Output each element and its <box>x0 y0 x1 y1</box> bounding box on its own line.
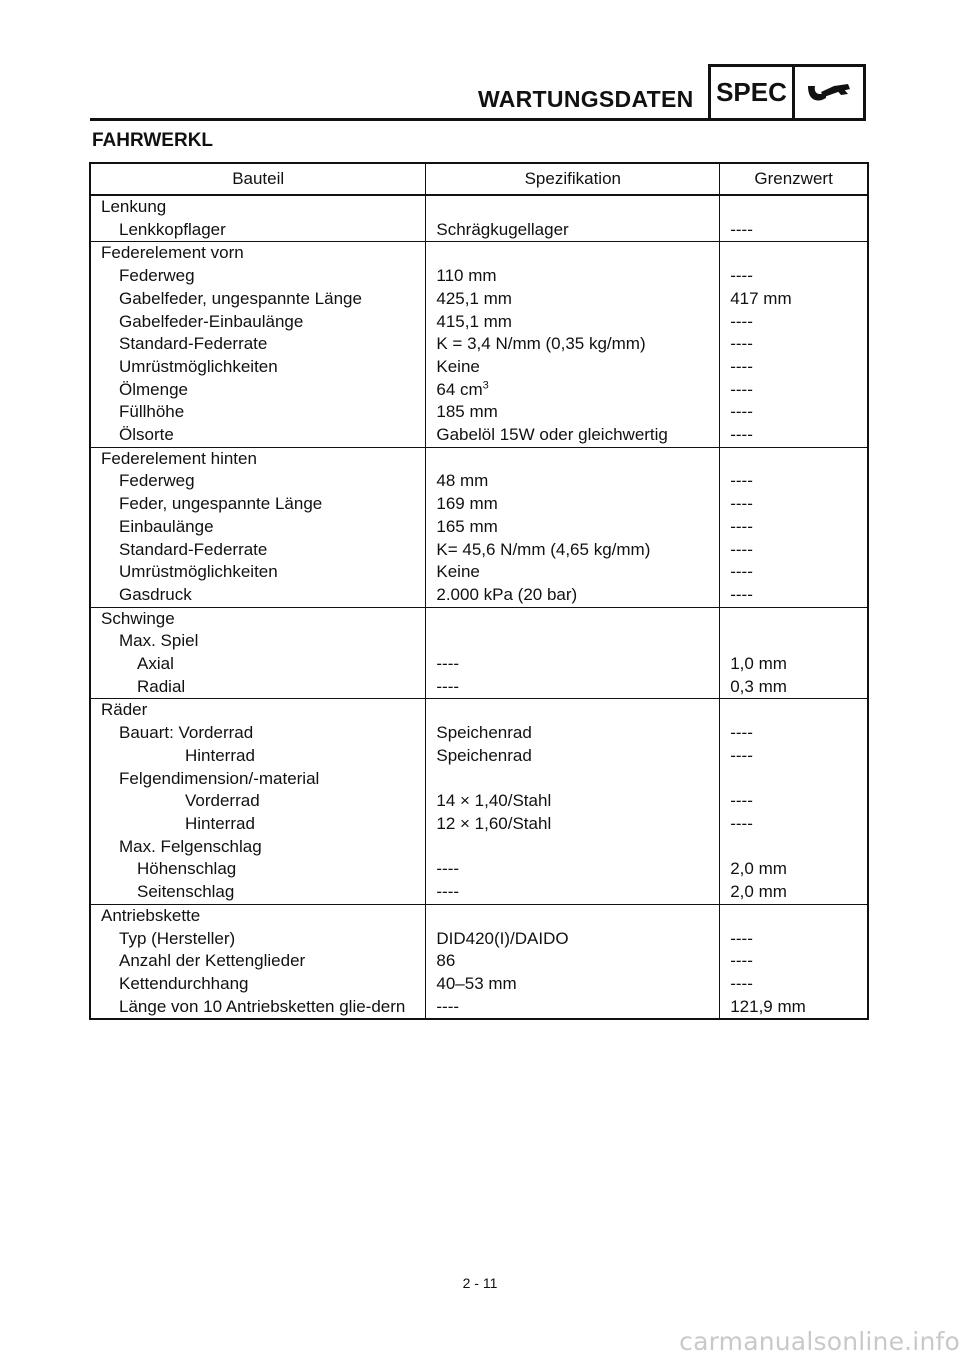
cell-spezifikation <box>426 424 720 447</box>
cell-grenzwert: 121,9 mm <box>720 996 868 1020</box>
cell-grenzwert: ---- <box>720 356 868 379</box>
spec-value: ---- <box>436 676 460 696</box>
cell-bauteil: Vorderrad <box>90 790 426 813</box>
cell-bauteil: Typ (Hersteller) <box>90 928 426 951</box>
spec-value: ---- <box>436 882 460 902</box>
cell-bauteil: Gasdruck <box>90 584 426 607</box>
spec-value: Schrägkugellager <box>436 219 569 239</box>
cell-grenzwert: ---- <box>720 424 868 447</box>
spec-value: 425,1 mm <box>436 288 512 308</box>
page-header-title: WARTUNGSDATEN <box>478 86 694 112</box>
column-header-grenzwert: Grenzwert <box>720 163 868 195</box>
cell-grenzwert: ---- <box>720 813 868 836</box>
cell-bauteil: Kettendurchhang <box>90 973 426 996</box>
watermark: carmanualsonline.info <box>679 1327 960 1356</box>
cell-spezifikation <box>426 470 720 493</box>
cell-bauteil: Ölsorte <box>90 424 426 447</box>
cell-spezifikation <box>426 745 720 768</box>
table-row <box>90 379 868 402</box>
cell-grenzwert: ---- <box>720 790 868 813</box>
table-row <box>90 356 868 379</box>
cell-spezifikation <box>426 288 720 311</box>
cell-bauteil: Umrüstmöglichkeiten <box>90 561 426 584</box>
table-row <box>90 881 868 904</box>
cell-bauteil: Räder <box>90 699 426 722</box>
cell-grenzwert: ---- <box>720 539 868 562</box>
cell-grenzwert: 2,0 mm <box>720 858 868 881</box>
cell-spezifikation <box>426 311 720 334</box>
cell-spezifikation <box>426 539 720 562</box>
cell-grenzwert <box>720 242 868 265</box>
cell-grenzwert: ---- <box>720 333 868 356</box>
cell-grenzwert <box>720 699 868 722</box>
table-row <box>90 745 868 768</box>
cell-grenzwert: ---- <box>720 745 868 768</box>
cell-spezifikation <box>426 242 720 265</box>
table-row <box>90 584 868 607</box>
cell-spezifikation <box>426 768 720 791</box>
table-header-row <box>90 163 868 195</box>
cell-grenzwert: ---- <box>720 950 868 973</box>
cell-spezifikation <box>426 836 720 859</box>
table-row <box>90 996 868 1020</box>
cell-bauteil: Umrüstmöglichkeiten <box>90 356 426 379</box>
cell-spezifikation <box>426 996 720 1020</box>
table-row <box>90 973 868 996</box>
cell-grenzwert: 417 mm <box>720 288 868 311</box>
table-row <box>90 265 868 288</box>
table-body <box>90 195 868 1019</box>
header-rule <box>90 118 708 121</box>
cell-bauteil: Max. Felgenschlag <box>90 836 426 859</box>
cell-grenzwert: ---- <box>720 561 868 584</box>
table-row <box>90 768 868 791</box>
spec-value: 169 mm <box>436 494 498 514</box>
cell-grenzwert: 2,0 mm <box>720 881 868 904</box>
table-row <box>90 516 868 539</box>
cell-bauteil: Schwinge <box>90 607 426 630</box>
cell-bauteil: Federelement hinten <box>90 447 426 470</box>
spec-value: 48 mm <box>436 471 489 491</box>
cell-grenzwert <box>720 195 868 219</box>
spec-value: Gabelöl 15W oder gleichwertig <box>436 425 668 445</box>
cell-bauteil: Einbaulänge <box>90 516 426 539</box>
cell-grenzwert: ---- <box>720 470 868 493</box>
cell-grenzwert <box>720 768 868 791</box>
table-row <box>90 333 868 356</box>
table-row <box>90 311 868 334</box>
table-row <box>90 653 868 676</box>
cell-bauteil: Gabelfeder-Einbaulänge <box>90 311 426 334</box>
cell-grenzwert: ---- <box>720 493 868 516</box>
cell-bauteil: Standard-Federrate <box>90 539 426 562</box>
spec-value: ---- <box>436 654 460 674</box>
cell-bauteil: Seitenschlag <box>90 881 426 904</box>
cell-grenzwert: ---- <box>720 311 868 334</box>
cell-spezifikation <box>426 904 720 927</box>
table-row <box>90 630 868 653</box>
table-row <box>90 858 868 881</box>
spec-value: 415,1 mm <box>436 311 512 331</box>
cell-bauteil: Ölmenge <box>90 379 426 402</box>
cell-spezifikation <box>426 813 720 836</box>
cell-bauteil: Federweg <box>90 470 426 493</box>
cell-bauteil: Antriebskette <box>90 904 426 927</box>
cell-spezifikation <box>426 607 720 630</box>
cell-bauteil: Federweg <box>90 265 426 288</box>
spec-value: Keine <box>436 356 480 376</box>
cell-grenzwert: ---- <box>720 973 868 996</box>
table-row <box>90 242 868 265</box>
cell-bauteil: Feder, ungespannte Länge <box>90 493 426 516</box>
cell-bauteil: Standard-Federrate <box>90 333 426 356</box>
cell-spezifikation <box>426 790 720 813</box>
cell-bauteil: Radial <box>90 676 426 699</box>
spec-value: 86 <box>436 951 456 971</box>
wrench-icon <box>795 67 863 118</box>
table-row <box>90 195 868 219</box>
column-header-bauteil: Bauteil <box>90 163 426 195</box>
table-row <box>90 904 868 927</box>
spec-value: ---- <box>436 996 460 1016</box>
cell-spezifikation <box>426 401 720 424</box>
page-number: 2 - 11 <box>462 1275 498 1291</box>
spec-badge <box>708 64 866 121</box>
spec-value: DID420(I)/DAIDO <box>436 928 569 948</box>
table-row <box>90 288 868 311</box>
column-header-spezifikation: Spezifikation <box>426 163 720 195</box>
cell-spezifikation <box>426 699 720 722</box>
table-row <box>90 607 868 630</box>
cell-grenzwert: ---- <box>720 401 868 424</box>
table-row <box>90 950 868 973</box>
table-row <box>90 493 868 516</box>
table-row <box>90 561 868 584</box>
table-row <box>90 790 868 813</box>
spec-value: 14 × 1,40/Stahl <box>436 791 552 811</box>
spec-value: 165 mm <box>436 516 498 536</box>
spec-superscript: 3 <box>482 378 489 391</box>
table-row <box>90 699 868 722</box>
cell-grenzwert: ---- <box>720 722 868 745</box>
table-row <box>90 470 868 493</box>
cell-grenzwert: 1,0 mm <box>720 653 868 676</box>
table-row <box>90 836 868 859</box>
cell-bauteil: Anzahl der Kettenglieder <box>90 950 426 973</box>
cell-bauteil: Lenkung <box>90 195 426 219</box>
cell-grenzwert <box>720 447 868 470</box>
table-row <box>90 676 868 699</box>
spec-value: 110 mm <box>436 266 497 286</box>
cell-grenzwert <box>720 836 868 859</box>
cell-spezifikation <box>426 493 720 516</box>
cell-spezifikation <box>426 195 720 219</box>
table-row <box>90 813 868 836</box>
cell-grenzwert <box>720 904 868 927</box>
table-row <box>90 219 868 242</box>
cell-spezifikation <box>426 881 720 904</box>
table-row <box>90 928 868 951</box>
cell-spezifikation <box>426 630 720 653</box>
table-row <box>90 424 868 447</box>
cell-bauteil: Lenkkopflager <box>90 219 426 242</box>
cell-bauteil: Länge von 10 Antriebsketten glie-dern <box>90 996 426 1020</box>
section-title: FAHRWERKL <box>92 130 214 151</box>
cell-spezifikation <box>426 265 720 288</box>
spec-table <box>89 162 869 1020</box>
cell-grenzwert: ---- <box>720 379 868 402</box>
cell-spezifikation <box>426 516 720 539</box>
cell-bauteil: Hinterrad <box>90 745 426 768</box>
cell-bauteil: Hinterrad <box>90 813 426 836</box>
cell-bauteil: Axial <box>90 653 426 676</box>
cell-spezifikation <box>426 973 720 996</box>
cell-bauteil: Felgendimension/-material <box>90 768 426 791</box>
spec-value: Keine <box>436 562 480 582</box>
table-row <box>90 539 868 562</box>
spec-value: ---- <box>436 859 460 879</box>
cell-bauteil: Gabelfeder, ungespannte Länge <box>90 288 426 311</box>
cell-bauteil: Max. Spiel <box>90 630 426 653</box>
cell-spezifikation <box>426 950 720 973</box>
spec-value: K = 3,4 N/mm (0,35 kg/mm) <box>436 334 646 354</box>
spec-value: Speichenrad <box>436 745 532 765</box>
table-row <box>90 722 868 745</box>
cell-grenzwert: ---- <box>720 584 868 607</box>
cell-spezifikation <box>426 653 720 676</box>
spec-value: 2.000 kPa (20 bar) <box>436 584 578 604</box>
spec-value: K= 45,6 N/mm (4,65 kg/mm) <box>436 539 651 559</box>
spec-value: 12 × 1,60/Stahl <box>436 813 552 833</box>
cell-spezifikation <box>426 333 720 356</box>
table-row <box>90 401 868 424</box>
cell-grenzwert: 0,3 mm <box>720 676 868 699</box>
cell-spezifikation <box>426 356 720 379</box>
cell-bauteil: Bauart: Vorderrad <box>90 722 426 745</box>
cell-spezifikation <box>426 722 720 745</box>
cell-grenzwert <box>720 607 868 630</box>
cell-bauteil: Füllhöhe <box>90 401 426 424</box>
spec-value: 185 mm <box>436 402 498 422</box>
cell-grenzwert: ---- <box>720 928 868 951</box>
cell-grenzwert: ---- <box>720 219 868 242</box>
spec-value: 64 cm <box>436 379 483 399</box>
spec-value: 40–53 mm <box>436 973 517 993</box>
cell-spezifikation <box>426 928 720 951</box>
cell-spezifikation <box>426 584 720 607</box>
table-row <box>90 447 868 470</box>
cell-grenzwert: ---- <box>720 516 868 539</box>
cell-spezifikation <box>426 447 720 470</box>
cell-bauteil: Federelement vorn <box>90 242 426 265</box>
cell-spezifikation <box>426 561 720 584</box>
cell-grenzwert: ---- <box>720 265 868 288</box>
cell-bauteil: Höhenschlag <box>90 858 426 881</box>
cell-spezifikation <box>426 219 720 242</box>
cell-spezifikation <box>426 379 720 402</box>
cell-grenzwert <box>720 630 868 653</box>
cell-spezifikation <box>426 858 720 881</box>
spec-value: Speichenrad <box>436 723 532 743</box>
spec-label: SPEC <box>711 67 795 118</box>
cell-spezifikation <box>426 676 720 699</box>
